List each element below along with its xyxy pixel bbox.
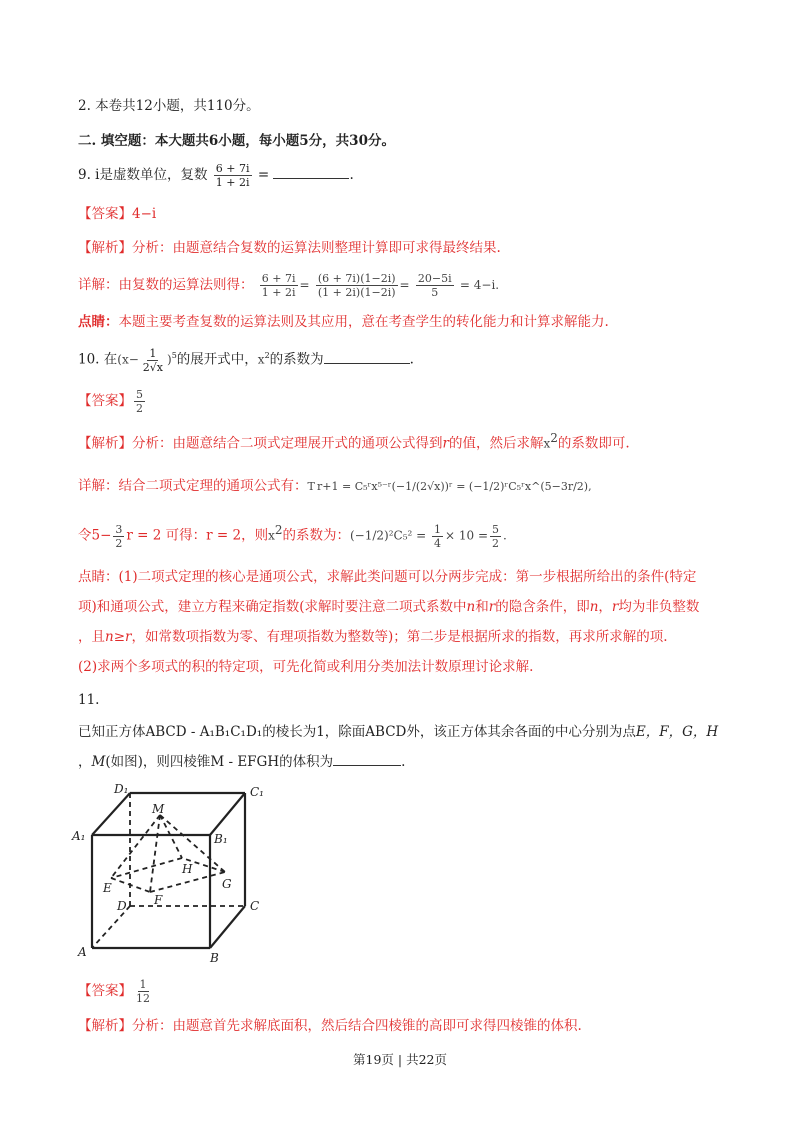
q10-let-prefix: 令5− [78, 527, 112, 544]
q11-stem-l1a: 已知正方体ABCD - A₁B₁C₁D₁的棱长为1，除面ABCD外，该正方体其余各面的中心分别为点 [78, 724, 636, 740]
q11-answer-label: 【答案】 [78, 983, 132, 999]
q9-eq: = [257, 167, 270, 183]
q9-detail: 详解：由复数的运算法则得： $\frac{6 + 7i}{1 + 2i}$ = $\frac{(6 + 7i)(1-2i)}{(1 + 2i)(1-2i)}$ = $\frac{20-5i}{5}$ = 4−i. [78, 272, 500, 299]
q11-stem-l2 [78, 752, 405, 772]
edge-CB [210, 906, 245, 948]
q9-blank-end: . [349, 167, 354, 183]
q9-d-f2-num: (6 + 7i)(1−2i) [317, 272, 396, 285]
q9-detail-frac2 [316, 272, 398, 299]
q11-stem-l2a: ， [78, 754, 92, 770]
q10-stem-prefix: 10. 在 [78, 351, 118, 368]
label-F: F [154, 893, 163, 907]
cube-figure [70, 780, 270, 965]
q11-blank-end: . [401, 754, 406, 770]
intro-text: 2. 本卷共12小题，共110分。 [78, 98, 260, 114]
q9-d-f2-den: (1 + 2i)(1−2i) [317, 286, 396, 299]
q10-answer-blank [324, 351, 410, 364]
q9-comment-text: 本题主要考查复数的运算法则及其应用，意在考查学生的转化能力和计算求解能力. [118, 314, 609, 330]
q10-comment-l3a: ，且 [78, 629, 105, 645]
q9-frac-den: 1 + 2i [215, 176, 250, 189]
label-M: M [152, 802, 165, 816]
q9-analysis [78, 238, 501, 258]
q9-analysis-text: 分析：由题意结合复数的运算法则整理计算即可求得最终结果. [132, 240, 501, 256]
q9-detail-prefix: 详解：由复数的运算法则得： [78, 277, 254, 293]
q11-analysis-text: 分析：由题意首先求解底面积，然后结合四棱锥的高即可求得四棱锥的体积. [132, 1018, 582, 1034]
q10-blank-end: . [409, 351, 414, 368]
q10-let-num: 3 [115, 522, 123, 536]
q11-stem-l1b: E，F，G，H [635, 724, 719, 740]
q10-analysis [78, 428, 630, 454]
q10-let: 令5− $\frac{3}{2}$ r = 2 可得：r = 2，则$x^2$的系数为：(−1/2)²C₅² = $\frac{1}{4}$ × 10 = $\frac{5}{2}$ . [78, 522, 507, 550]
q10-analysis-x2-pow: 2 [550, 431, 558, 445]
q9-d-tail: = 4−i. [459, 278, 500, 292]
q9-answer [78, 204, 156, 224]
q10-let-x2: x [268, 528, 275, 543]
q10-analysis-x2: x [543, 436, 551, 451]
q9-answer-blank [273, 166, 349, 179]
page-footer: 第19页 | 共22页 [353, 1052, 447, 1067]
q11-answer-frac [134, 978, 152, 1005]
q9-comment [78, 312, 609, 332]
q10-comment-l2c: 的隐含条件，即 [495, 599, 590, 615]
q11-answer-num: 1 [139, 978, 147, 991]
q9-answer-value: 4−i [132, 206, 157, 222]
q9-analysis-label: 【解析】 [78, 240, 132, 256]
q10-let-mid2: 的系数为： [282, 527, 350, 544]
q10-comment-l2 [78, 597, 699, 617]
q10-expr-num: 1 [149, 346, 157, 360]
pyramid-MF [150, 815, 160, 892]
q10-x2: x [257, 352, 265, 367]
q10-answer-frac [134, 388, 145, 415]
q11-stem-l2b: M [91, 754, 106, 770]
label-H: H [182, 862, 193, 876]
q10-detail [78, 476, 592, 497]
q10-answer-den: 2 [136, 402, 143, 415]
q10-analysis-r: r [442, 435, 449, 452]
pyramid-MH [160, 815, 182, 858]
label-D: D [117, 899, 127, 913]
q11-answer [78, 978, 154, 1005]
q10-comment-l2a: 项)和通项公式，建立方程来确定指数(求解时要注意二项式系数中 [78, 599, 467, 615]
base-HE [111, 858, 182, 878]
edge-D1A1 [92, 793, 130, 835]
q10-comment-n2: n [589, 599, 599, 615]
q10-expr-close: ) [167, 352, 172, 367]
q10-answer-num: 5 [136, 388, 143, 401]
label-G: G [222, 877, 232, 891]
label-A: A [78, 945, 87, 959]
q10-stem [78, 346, 414, 374]
label-E: E [103, 881, 112, 895]
q10-expr-pow: 5 [171, 351, 177, 360]
q10-stem-mid: 的展开式中， [176, 351, 258, 368]
q9-d-f3-den: 5 [431, 286, 439, 299]
q10-x2-pow: 2 [264, 351, 270, 360]
q10-let-f2-num: 5 [492, 522, 500, 536]
q11-answer-blank [333, 753, 401, 766]
q10-let-x2-pow: 2 [274, 523, 283, 537]
q10-comment-l1: 点睛：(1)二项式定理的核心是通项公式，求解此类问题可以分两步完成：第一步根据所给出的条件(特定 [78, 569, 697, 585]
q10-detail-prefix: 详解：结合二项式定理的通项公式有： [78, 478, 308, 494]
q10-comment-l2e: 均为非负整数 [618, 599, 700, 615]
q9-frac-num: 6 + 7i [215, 162, 250, 175]
q10-let-f1-num: 1 [434, 522, 442, 536]
q11-stem-l2c: (如图)，则四棱锥M - EFGH的体积为 [105, 754, 334, 770]
q10-let-frac [113, 523, 124, 550]
q10-let-f2-den: 2 [492, 536, 500, 550]
q10-let-calc: (−1/2)²C₅² = [350, 528, 431, 543]
q11-stem-l1 [78, 722, 718, 742]
label-C: C [250, 899, 260, 913]
q10-analysis-label: 【解析】 [78, 435, 132, 452]
q10-answer-label: 【答案】 [78, 393, 132, 409]
q10-analysis-c: 的系数即可. [557, 435, 630, 452]
q9-fraction [214, 162, 252, 189]
q10-analysis-b: 的值，然后求解 [448, 435, 544, 452]
label-B1: B₁ [214, 832, 228, 846]
q10-let-times: × 10 = [445, 528, 489, 543]
q10-stem-suffix: 的系数为 [269, 351, 324, 368]
label-B: B [210, 951, 219, 965]
q10-analysis-a: 分析：由题意结合二项式定理展开式的通项公式得到 [132, 435, 443, 452]
q10-expr-frac [141, 347, 165, 374]
q9-answer-label: 【答案】 [78, 206, 132, 222]
label-C1: C₁ [250, 785, 264, 799]
q9-d-f1-num: 6 + 7i [261, 272, 296, 285]
q9-detail-frac3 [416, 272, 454, 299]
q9-d-f3-num: 20−5i [417, 272, 452, 285]
q9-stem [78, 162, 354, 189]
label-D1: D₁ [114, 782, 129, 796]
section-heading: 二. 填空题：本大题共6小题，每小题5分，共30分。 [78, 133, 395, 149]
q10-let-frac1 [432, 523, 443, 550]
label-A1: A₁ [72, 829, 86, 843]
base-EF [111, 878, 150, 892]
q10-comment-n: n [466, 599, 476, 615]
q10-answer [78, 388, 147, 415]
q10-comment-r: r [488, 599, 496, 615]
q10-comment-l3b: n≥r [105, 629, 132, 645]
q11-analysis [78, 1016, 582, 1036]
q10-let-mid: r = 2 可得：r = 2，则 [126, 527, 269, 544]
edge-C1B1 [210, 793, 245, 835]
q10-let-frac2 [490, 523, 501, 550]
q10-comment-l3 [78, 627, 668, 647]
q10-expr-open: (x− [117, 352, 139, 367]
q10-comment-l4: (2)求两个多项式的积的特定项，可先化简或利用分类加法计数原理讨论求解. [78, 659, 534, 675]
q9-d-f1-den: 1 + 2i [261, 286, 296, 299]
q11-analysis-label: 【解析】 [78, 1018, 132, 1034]
q9-comment-label: 点睛： [78, 314, 119, 330]
q10-comment-l2d: ， [598, 599, 612, 615]
q10-comment-l2b: 和 [475, 599, 489, 615]
q9-stem-prefix: 9. i是虚数单位，复数 [78, 167, 208, 183]
q10-comment-l3c: ，如常数项指数为零、有理项指数为整数等)；第二步是根据所求的指数，再求所求解的项. [131, 629, 668, 645]
q10-comment-r2: r [611, 599, 619, 615]
q10-let-den: 2 [115, 536, 123, 550]
q11-number: 11. [78, 692, 100, 708]
q10-detail-formula: T r+1 = C₅ʳx⁵⁻ʳ(−1/(2√x))ʳ = (−1/2)ʳC₅ʳx^(5−3r/2), [307, 480, 592, 493]
q10-let-f1-den: 4 [434, 536, 442, 550]
q10-expr-den: 2√x [142, 360, 163, 374]
q11-answer-den: 12 [136, 992, 150, 1005]
q9-detail-frac1 [260, 272, 298, 299]
